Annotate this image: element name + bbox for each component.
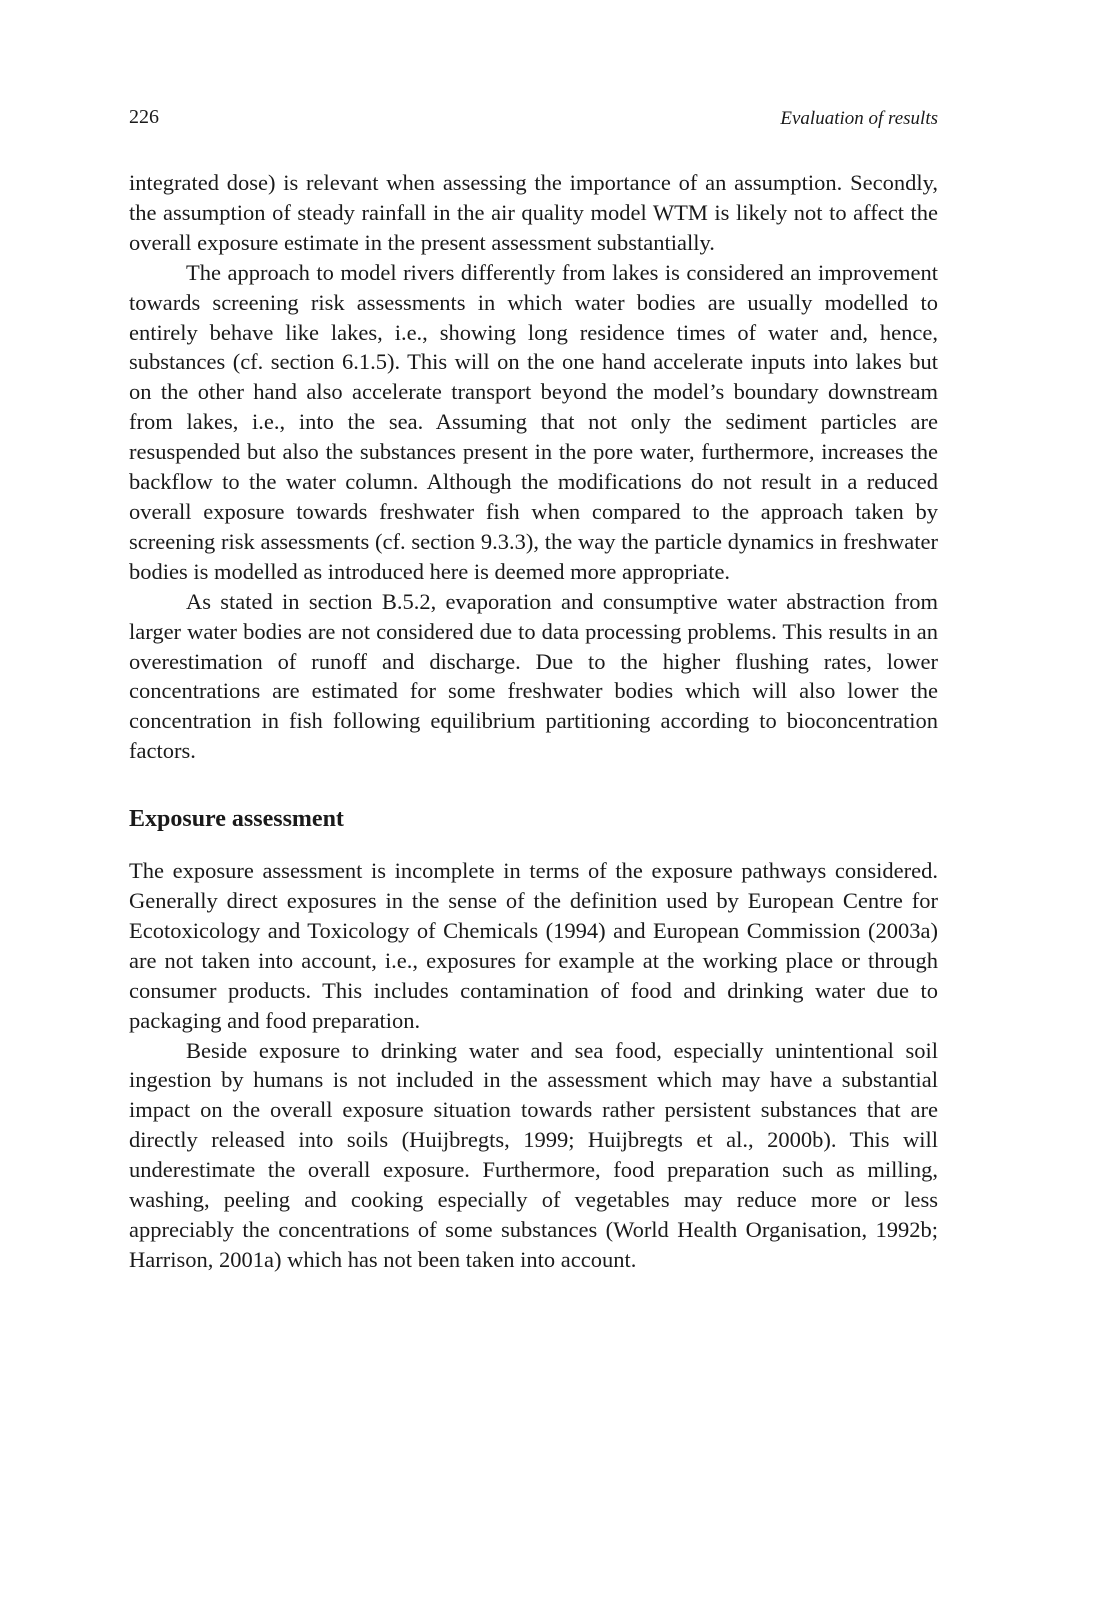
- section-exposure-assessment: [129, 804, 938, 1275]
- book-page: [129, 100, 938, 1275]
- page-number: 226: [129, 106, 159, 128]
- running-title: Evaluation of results: [780, 108, 938, 129]
- paragraph-continued: integrated dose) is relevant when assessing the importance of an assumption. Secondly, the assumption of steady rainfall in the air quality model WTM is likely not to affect the overall exposure estimate in the present assessment substantially.: [129, 170, 938, 255]
- paragraph-exposure-incomplete: The exposure assessment is incomplete in terms of the exposure pathways considered. Generally direct exposures in the sense of the definition used by European Centre for Ecotoxicology and Toxicology of Chemicals (1994) and European Commission (2003a) are not taken into account, i.e., exposures for example at the working place or through consumer products. This includes contamination of food and drinking water due to packaging and food preparation.: [129, 858, 938, 1033]
- running-head: [129, 100, 938, 140]
- section-continuation: [129, 168, 938, 766]
- paragraph-rivers-lakes: The approach to model rivers differently from lakes is considered an improvement towards screening risk assessments in which water bodies are usually modelled to entirely behave like lakes, i.e., showing long residence times of water and, hence, substances (cf. section 6.1.5). This will on the one hand accelerate inputs into lakes but on the other hand also accelerate transport beyond the model’s boundary downstream from lakes, i.e., into the sea. Assuming that not only the sediment particles are resuspended but also the substances present in the pore water, furthermore, increases the backflow to the water column. Although the modifications do not result in a reduced overall exposure towards freshwater fish when compared to the approach taken by screening risk assessments (cf. section 9.3.3), the way the particle dynamics in freshwater bodies is modelled as introduced here is deemed more appropriate.: [129, 259, 938, 584]
- paragraph-evaporation: As stated in section B.5.2, evaporation and consumptive water abstraction from larger water bodies are not considered due to data processing problems. This results in an overestimation of runoff and discharge. Due to the higher flushing rates, lower concentrations are estimated for some freshwater bodies which will also lower the concentration in fish following equilibrium partitioning according to bioconcentration factors.: [129, 588, 938, 764]
- paragraph-soil-ingestion: Beside exposure to drinking water and sea food, especially unintentional soil ingestion by humans is not included in the assessment which may have a substantial impact on the overall exposure situation towards rather persistent substances that are directly released into soils (Huijbregts, 1999; Huijbregts et al., 2000b). This will underestimate the overall exposure. Furthermore, food preparation such as milling, washing, peeling and cooking especially of vegetables may reduce more or less appreciably the concentrations of some substances (World Health Organisation, 1992b; Harrison, 2001a) which has not been taken into account.: [129, 1037, 938, 1272]
- section-heading: Exposure assessment: [129, 806, 344, 833]
